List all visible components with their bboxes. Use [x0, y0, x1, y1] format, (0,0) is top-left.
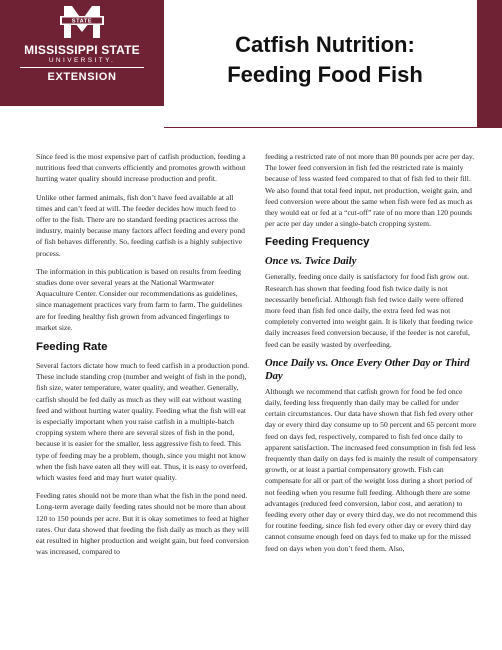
subheading-once-vs-twice: Once vs. Twice Daily — [265, 256, 357, 268]
page-title-line2: Feeding Food Fish — [227, 62, 423, 87]
feeding-rate-continued-paragraph: feeding a restricted rate of not more than 80 pounds per acre per day. The lower feed conversion in fish fed the restricted rate is mainly because of less wasted feed compared to that of fish fed to their fill. We also found that total feed input, net production, weight gain, and feed conversion were about the same when fish were fed as much as they would eat or fed at a “cut-off” rate of no more than 120 pounds per acre per day under a single-batch cropping system. — [265, 152, 475, 229]
page-title-line1: Catfish Nutrition: — [235, 32, 415, 57]
once-vs-twice-paragraph: Generally, feeding once daily is satisfactory for food fish grow out. Research has shown that feeding food fish twice daily is not necessarily beneficial. Although fish fed twice daily were offered more feed than fish fed once daily, the extra feed fed was not completely converted into weight gain. It is likely that feeding twice daily increases feed conversion because, if the feeder is not careful, feed can be easily wasted by overfeeding. — [265, 272, 473, 349]
seal-text: STATE — [71, 18, 93, 25]
feeding-rate-factors-paragraph: Several factors dictate how much to feed catfish in a production pond. These include standing crop (number and weight of fish in the pond), fish size, water temperature, water quality, and weather. Generally, catfish should be fed daily as much as they will eat without wasting feed and without hurting water quality. Feeding what the fish will eat is especially important when you raise catfish in a multiple-batch cropping system where there are several sizes of fish in the pond, because it is easier for the smaller, less aggressive fish to feed. This type of feeding may be a problem, though, since you might not know when the fish have eaten all they will eat. Thus, it is easy to overfeed, which wastes feed and may hurt water quality. — [36, 361, 249, 483]
logo-university-word: UNIVERSITY. — [48, 57, 116, 64]
subheading-once-vs-every-other: Once Daily vs. Once Every Other Day or Third Day — [265, 357, 470, 382]
logo-university-name: MISSISSIPPI STATE — [24, 43, 140, 57]
header-accent-bar — [477, 0, 502, 128]
every-other-day-paragraph: Although we recommend that catfish grown for food be fed once daily, feeding less frequently than daily may be called for under certain circumstances. Our data have shown that fish fed every other day or every third day consume up to 50 percent and 65 percent more feed on days fed, respectively, compared to fish fed once daily to apparent satisfaction. The increased feed consumption in fish fed less frequently than daily on days fed is mainly the result of compensatory growth, or at least a partial compensatory growth. Fish can compensate for all or part of the weight loss during a short period of not feeding when you resume full feeding. Although there are some advantages (reduced feed conversion, labor cost, and aeration) to feeding every other day or every third day, we do not recommend this for routine feeding, since fish fed every other day or every third day cannot consume enough feed on days fed to make up for the missed feed on days when you don’t feed them. Also, — [265, 386, 478, 553]
feeding-practices-paragraph: Unlike other farmed animals, fish don’t have feed available at all times and can’t feed at will. The feeder decides how much feed to offer to the fish. There are no standard feeding practices across the industry, mainly because many factors affect feeding and every pond of fish behaves differently. So, feeding catfish is a highly subjective process. — [36, 192, 245, 258]
right-column — [265, 151, 480, 554]
page-header — [0, 0, 502, 128]
page-title — [200, 30, 450, 90]
extension-logo[interactable] — [0, 0, 164, 106]
section-heading-feeding-frequency: Feeding Frequency — [265, 236, 370, 249]
university-seal-icon — [0, 0, 164, 44]
section-heading-feeding-rate: Feeding Rate — [36, 341, 108, 354]
header-divider — [164, 127, 477, 128]
logo-extension-word: EXTENSION — [47, 71, 117, 83]
feeding-rate-limits-paragraph: Feeding rates should not be more than what the fish in the pond need. Long-term average daily feeding rates should not be more than about 120 to 150 pounds per acre. But it is okay sometimes to feed at higher rates. Our data showed that feeding the fish daily as much as they will eat resulted in higher production and weight gain, but feed conversion was increased, compared to — [36, 491, 249, 557]
research-basis-paragraph: The information in this publication is based on results from feeding studies done over several years at the National Warmwater Aquaculture Center. Consider our recommendations as guidelines, since management practices vary from farm to farm. The guidelines are for feeding healthy fish grown from advanced fingerlings to market size. — [36, 266, 243, 332]
intro-paragraph: Since feed is the most expensive part of catfish production, feeding a nutritious feed that converts efficiently and promotes growth without hurting water quality should increase production and profit. — [36, 152, 246, 184]
logo-divider — [20, 67, 144, 68]
left-column — [36, 151, 251, 558]
